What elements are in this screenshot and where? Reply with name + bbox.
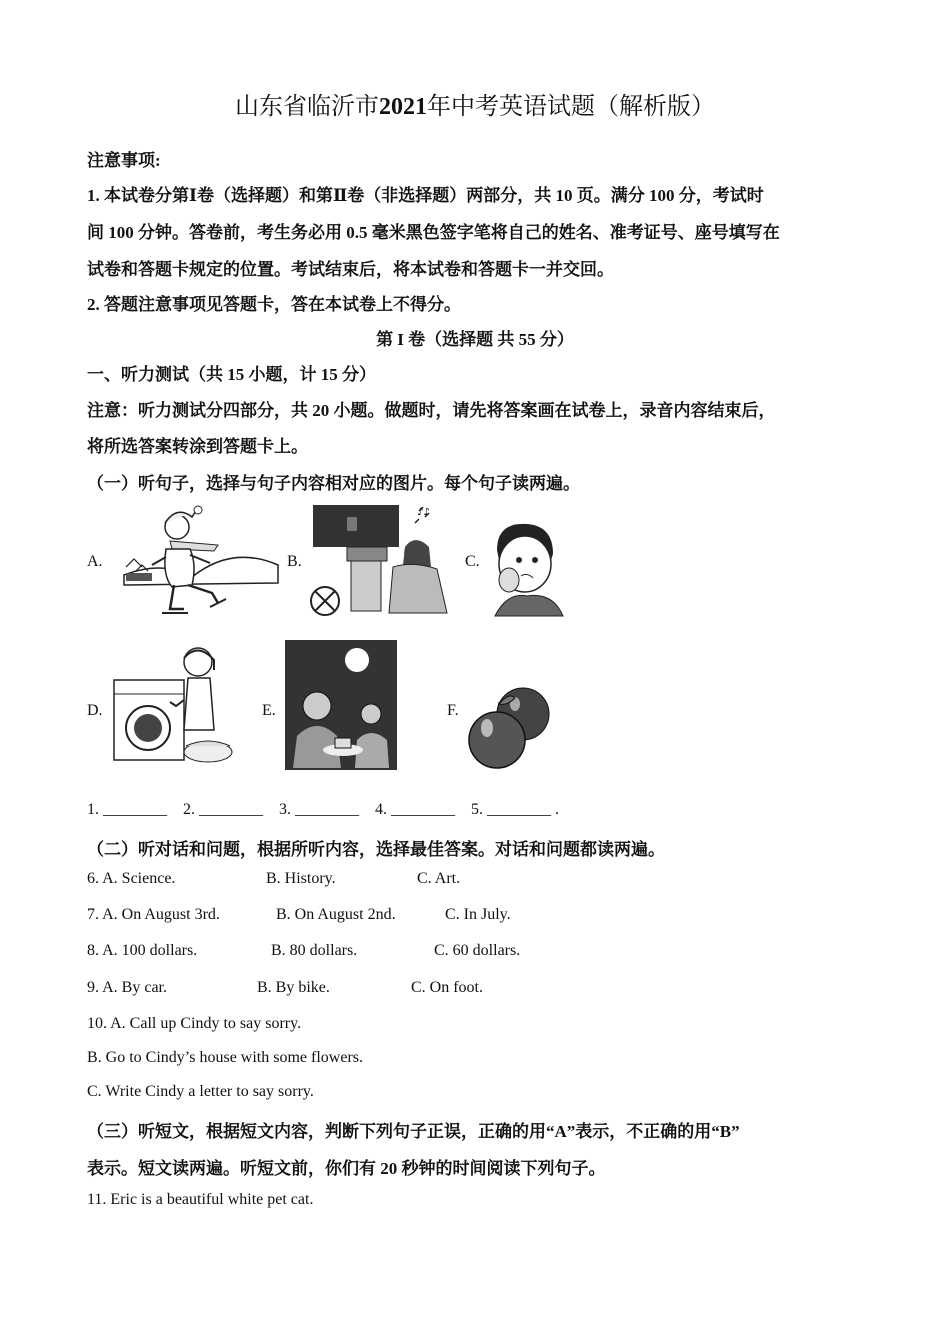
q7-option-c: C. In July. (445, 906, 511, 923)
page-title: 山东省临沂市2021年中考英语试题（解析版） (235, 94, 715, 120)
q10-option-a: 10. A. Call up Cindy to say sorry. (87, 1015, 302, 1032)
picture-label-b: B. (287, 553, 302, 570)
part-one-title: 第 I 卷（选择题 共 55 分） (376, 330, 574, 349)
answer-blanks-1-5: 1. ________ 2. ________ 3. ________ 4. ________ 5. ________ . (87, 801, 559, 818)
picture-f-apples (465, 682, 555, 772)
notice-heading: 注意事项: (87, 151, 161, 170)
q8-option-c: C. 60 dollars. (434, 942, 521, 959)
picture-e-moon-family (285, 640, 397, 770)
listening-note-2: 将所选答案转涂到答题卡上。 (87, 437, 308, 456)
svg-text:♪♪: ♪♪ (417, 507, 430, 518)
listening-note-1: 注意：听力测试分四部分，共 20 小题。做题时，请先将答案画在试卷上，录音内容结束后， (87, 401, 776, 420)
notice-line-4: 2. 答题注意事项见答题卡，答在本试卷上不得分。 (87, 295, 461, 314)
picture-b-classroom (307, 503, 452, 618)
q9-option-a: 9. A. By car. (87, 979, 167, 996)
picture-a-ice-skating (122, 505, 282, 620)
q6-option-c: C. Art. (417, 870, 461, 887)
q11-statement: 11. Eric is a beautiful white pet cat. (87, 1191, 314, 1208)
q6-option-a: 6. A. Science. (87, 870, 176, 887)
picture-d-washing-machine (110, 640, 240, 770)
section-two-heading: （二）听对话和问题，根据所听内容，选择最佳答案。对话和问题都读两遍。 (87, 840, 665, 859)
q6-option-b: B. History. (266, 870, 336, 887)
notice-line-1: 1. 本试卷分第Ⅰ卷（选择题）和第Ⅱ卷（非选择题）两部分，共 10 页。满分 100 分，考试时 (87, 186, 764, 205)
q9-option-b: B. By bike. (257, 979, 330, 996)
picture-label-d: D. (87, 702, 103, 719)
picture-label-f: F. (447, 702, 459, 719)
picture-label-c: C. (465, 553, 480, 570)
q8-option-a: 8. A. 100 dollars. (87, 942, 198, 959)
notice-line-2: 间 100 分钟。答卷前，考生务必用 0.5 毫米黑色签字笔将自己的姓名、准考证号、座号填写在 (87, 223, 780, 242)
notice-line-3: 试卷和答题卡规定的位置。考试结束后，将本试卷和答题卡一并交回。 (87, 260, 614, 279)
picture-label-a: A. (87, 553, 103, 570)
listening-heading: 一、听力测试（共 15 小题，计 15 分） (87, 365, 376, 384)
q7-option-a: 7. A. On August 3rd. (87, 906, 220, 923)
q10-option-b: B. Go to Cindy’s house with some flowers. (87, 1049, 363, 1066)
section-one-heading: （一）听句子，选择与句子内容相对应的图片。每个句子读两遍。 (87, 474, 580, 493)
q8-option-b: B. 80 dollars. (271, 942, 358, 959)
picture-c-toothache (487, 520, 567, 620)
q9-option-c: C. On foot. (411, 979, 483, 996)
q7-option-b: B. On August 2nd. (276, 906, 396, 923)
section-three-heading-2: 表示。短文读两遍。听短文前，你们有 20 秒钟的时间阅读下列句子。 (87, 1159, 606, 1178)
picture-label-e: E. (262, 702, 276, 719)
section-three-heading-1: （三）听短文，根据短文内容，判断下列句子正误，正确的用“A”表示，不正确的用“B” (87, 1122, 740, 1141)
q10-option-c: C. Write Cindy a letter to say sorry. (87, 1083, 314, 1100)
